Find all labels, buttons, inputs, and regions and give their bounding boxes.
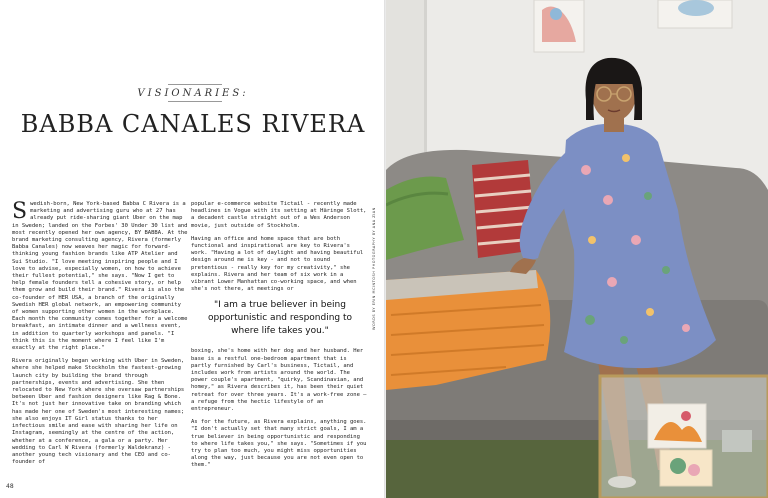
bangs xyxy=(592,72,636,84)
object-on-table xyxy=(722,430,752,452)
paragraph: popular e-commerce website Tictail - recently made headlines in Vogue with its setting at Häringe Slott, a decadent castle straight out of a Wes Anderson movie, just outside of Stockholm. xyxy=(191,201,367,229)
photo-illustration xyxy=(386,0,768,498)
pull-quote: "I am a true believer in being opportunistic and responding to where life takes you." xyxy=(207,300,353,337)
paragraph: Swedish-born, New York-based Babba C Rivera is a marketing and advertising guru who at 27 has already put ride-sharing giant Uber on the map in Sweden; landed on the Forbes' 30 Under 30 list and most recently opened her own agency, BY BABBA. At the brand marketing consulting agency, Rivera (formerly Babba Canales) now weaves her magic for forward-thinking young fashion brands like ATP Atelier and Sui Studio. "I love meeting inspiring people and I love to advise, especially women, on how to achieve their fullest potential," she says. "Now I get to help female founders tell a cohesive story, or help them grow and build their brand." Rivera is also the co-founder of HER USA, a branch of the originally Swedish HER global network, an empowering community of women supporting other women in the workplace. Each month the community comes together for a welcome breakfast, an intimate dinner and a wellness event, in addition to quarterly workshops and panels. "I think this is the moment where I feel like I'm exactly at the right place." xyxy=(12,199,188,352)
kicker-rule-bottom xyxy=(168,101,222,102)
paragraph: As for the future, as Rivera explains, anything goes. "I don't actually set that many strict goals, I am a true believer in being opportunistic and responding to where life takes you," she says. "Sometimes if you try to plan too much, you might miss opportunities along the way, just because you are not even open to them." xyxy=(191,419,367,469)
magazine xyxy=(660,450,712,486)
article-headline: BABBA CANALES RIVERA xyxy=(20,110,366,138)
page-number: 48 xyxy=(6,483,14,490)
paragraph: Having an office and home space that are both functional and inspirational are key to Rivera's work. "Having a lot of daylight and having beautiful design around me is key - and not to sound pretentious - really key for my creativity," she explains. Rivera and her team of six work in a vibrant Lower Manhattan co-working space, and when she's not there, at meetings or xyxy=(191,235,364,293)
paragraph: Rivera originally began working with Uber in Sweden, where she helped make Stockholm the fastest-growing launch city by building the brand through partnerships, events and advertising. She then relocated to New York where she oversaw partnerships between Uber and fashion designers like Rag & Bone. It's not just her innovative take on branding which has made her one of Sweden's most interesting names; she also enjoys IT Girl status thanks to her infectious smile and ease with sharing her life on Instagram, seemingly at the centre of the action, whether at a conference, a gala or a party. Her wedding to Carl W Rivera (formerly Waldekranz) - another young tech visionary and the CEO and co-founder of xyxy=(12,358,185,466)
section-kicker: VISIONARIES: xyxy=(137,88,249,99)
drop-cap: S xyxy=(12,199,28,224)
paragraph: boxing, she's home with her dog and her husband. Her base is a restful one-bedroom apartment that is partly furnished by Carl's business, Tictail, and includes work from artists around the world. The power couple's apartment, "quirky, Scandinavian, and homey," as Rivera describes it, has been their quiet retreat for over three years. It's a work-free zone — a refuge from the hectic lifestyle of an entrepreneur. xyxy=(191,348,367,413)
portrait-photo xyxy=(386,0,768,498)
photo-credit: WORDS BY ERIN MCINTOSH PHOTOGRAPHY BY ANA ZIAN xyxy=(372,207,376,330)
text-column-2 xyxy=(191,201,369,476)
kicker-rule-top xyxy=(168,84,222,85)
text-column-1 xyxy=(12,201,190,472)
